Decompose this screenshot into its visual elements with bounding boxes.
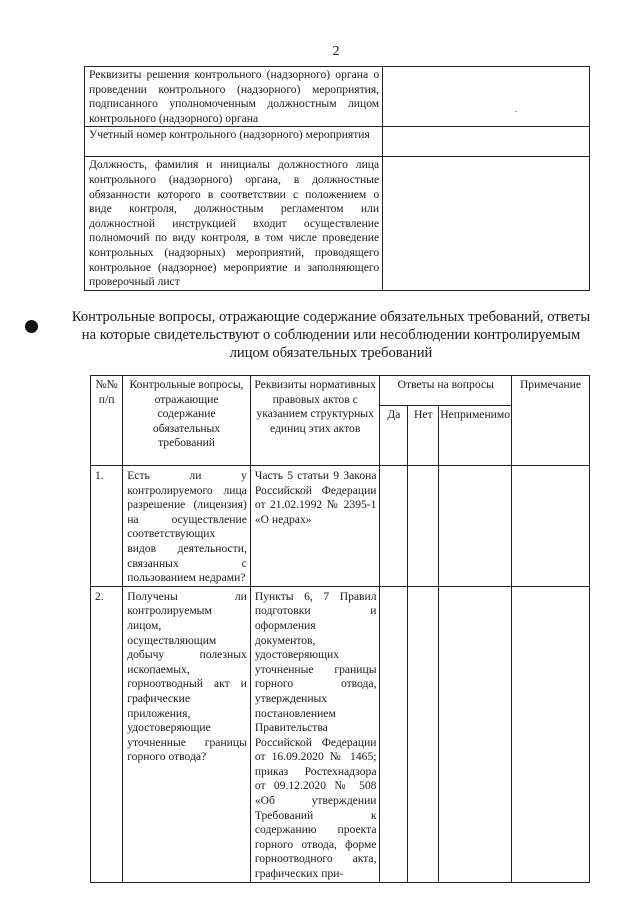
requisites-label: Учетный номер контрольного (надзорного) мероприятия [85,127,383,157]
header-note: Примечание [512,376,590,466]
table-row [85,67,590,127]
section-heading: Контрольные вопросы, отражающие содержание обязательных требований, ответы на которые свидетельствуют о соблюдении или несоблюдении контролируемым лицом обязательных требований [71,309,591,362]
requisites-label: Реквизиты решения контрольного (надзорного) органа о проведении контрольного (надзорного) мероприятия, подписанного уполномоченным должностным лицом контрольного (надзорного) органа [85,67,383,127]
row-question: Есть ли у контролируемого лица разрешение (лицензия) на осуществление соответствующих видов деятельности, связанных с пользованием недрами? [123,466,251,587]
requisites-value: . [383,67,590,127]
answer-na-cell[interactable] [439,586,512,882]
requisites-value [383,127,590,157]
header-answers: Ответы на вопросы [380,376,512,406]
header-requisites: Реквизиты нормативных правовых актов с указанием структурных единиц этих актов [250,376,380,466]
row-num: 2. [91,586,123,882]
answer-na-cell[interactable] [439,466,512,587]
note-cell[interactable] [512,586,590,882]
table-row [85,157,590,291]
header-not-applicable: Неприменимо [439,406,512,466]
answer-yes-cell[interactable] [380,586,408,882]
note-cell[interactable] [512,466,590,587]
row-requisites: Часть 5 статьи 9 Закона Российской Федерации от 21.02.1992 № 2395-1 «О недрах» [250,466,380,587]
punch-hole-mark [25,320,38,333]
requisites-value [383,157,590,291]
table-row [85,127,590,157]
table-header-row [91,376,590,406]
page-number: 2 [332,44,340,59]
header-no: Нет [408,406,439,466]
requisites-label: Должность, фамилия и инициалы должностного лица контрольного (надзорного) органа, в должностные обязанности которого в соответствии с положением о виде контроля, должностным регламентом или должностной инструкцией входит осуществление полномочий по виду контроля, в том числе проведение контрольных (надзорных) мероприятий, проводящего контрольное (надзорное) мероприятие и заполняющего проверочный лист [85,157,383,291]
header-question: Контрольные вопросы, отражающие содержание обязательных требований [123,376,251,466]
answer-no-cell[interactable] [408,586,439,882]
header-yes: Да [380,406,408,466]
questions-table [90,375,590,883]
row-num: 1. [91,466,123,587]
row-requisites: Пункты 6, 7 Правил подготовки и оформления документов, удостоверяющих уточненные границы горного отвода, утвержденных постановлением Правительства Российской Федерации от 16.09.2020 № 1465; приказ Ростехнадзора от 09.12.2020 № 508 «Об утверждении Требований к содержанию проекта горного отвода, форме горноотводного акта, графических при- [250,586,380,882]
answer-yes-cell[interactable] [380,466,408,587]
header-num: №№ п/п [91,376,123,466]
requisites-table [84,66,590,291]
table-row [91,586,590,882]
table-row [91,466,590,587]
answer-no-cell[interactable] [408,466,439,587]
row-question: Получены ли контролируемым лицом, осуществляющим добычу полезных ископаемых, горноотводный акт и графические приложения, удостоверяющие уточненные границы горного отвода? [123,586,251,882]
